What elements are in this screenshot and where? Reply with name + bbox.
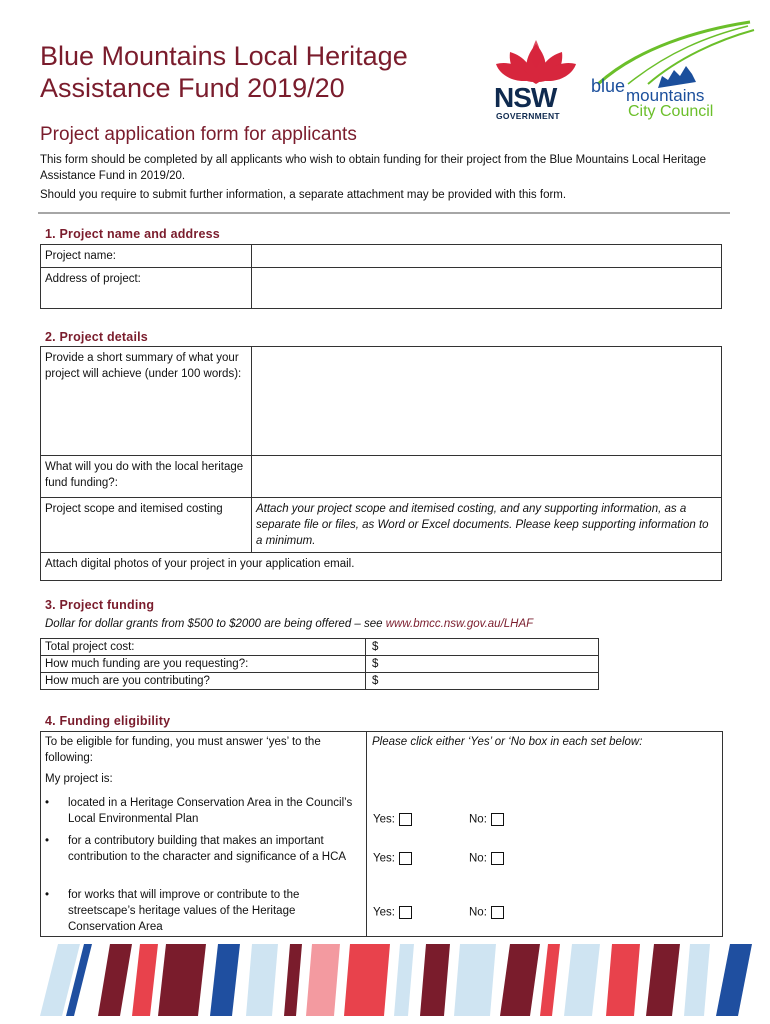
decorative-footer-stripes <box>40 944 752 1016</box>
address-field[interactable] <box>252 268 722 309</box>
no-label: No: <box>469 906 487 919</box>
requested-field[interactable] <box>366 656 599 673</box>
no-label: No: <box>469 852 487 865</box>
eligibility-divider <box>366 731 367 936</box>
page-subtitle: Project application form for applicants <box>40 124 357 145</box>
blue-mountains-logo-blue: blue <box>591 76 626 96</box>
no-checkbox-2[interactable] <box>491 852 504 865</box>
currency-symbol: $ <box>372 675 379 687</box>
my-project-label: My project is: <box>45 773 113 785</box>
no-label: No: <box>469 813 487 826</box>
yes-label: Yes: <box>373 852 395 865</box>
nsw-logo-text: NSW <box>494 82 557 113</box>
no-option-1[interactable] <box>469 813 504 826</box>
eligibility-instruction: Please click either ‘Yes’ or ‘No box in each set below: <box>372 736 643 748</box>
summary-field[interactable] <box>252 347 722 456</box>
contributing-field[interactable] <box>366 673 599 690</box>
project-name-label: Project name: <box>41 245 252 268</box>
currency-symbol: $ <box>372 641 379 653</box>
funding-note <box>45 618 533 630</box>
divider <box>38 212 730 214</box>
address-label: Address of project: <box>41 268 252 309</box>
project-name-field[interactable] <box>252 245 722 268</box>
no-checkbox-3[interactable] <box>491 906 504 919</box>
project-name-table <box>40 244 722 309</box>
blue-mountains-logo-city: City Council <box>628 103 714 120</box>
eligibility-item-3: for works that will improve or contribute to the streetscape’s heritage values of the Heritage Conservation Area <box>68 889 300 933</box>
title-line-2: Assistance Fund 2019/20 <box>40 73 345 103</box>
yes-label: Yes: <box>373 813 395 826</box>
bullet: • <box>45 797 50 809</box>
eligibility-item-2: for a contributory building that makes an important contribution to the character and significance of a HCA <box>68 835 347 863</box>
scope-note: Attach your project scope and itemised costing, and any supporting information, as a separate file or files, as Word or Excel documents. Please keep supporting information to a minimum. <box>252 498 722 553</box>
bullet: • <box>45 835 50 847</box>
contributing-label: How much are you contributing? <box>41 673 366 690</box>
summary-label: Provide a short summary of what your project will achieve (under 100 words): <box>41 347 252 456</box>
yes-label: Yes: <box>373 906 395 919</box>
section-2-heading: 2. Project details <box>45 330 148 344</box>
yes-checkbox-3[interactable] <box>399 906 412 919</box>
intro-text-2: Should you require to submit further information, a separate attachment may be provided with this form. <box>40 189 567 201</box>
eligibility-intro: To be eligible for funding, you must answer ‘yes’ to the following: <box>45 736 321 764</box>
requested-label: How much funding are you requesting?: <box>41 656 366 673</box>
total-cost-label: Total project cost: <box>41 639 366 656</box>
funding-table <box>40 638 599 690</box>
yes-checkbox-2[interactable] <box>399 852 412 865</box>
section-1-heading: 1. Project name and address <box>45 227 220 241</box>
funding-note-text: Dollar for dollar grants from $500 to $2000 are being offered – see <box>45 618 386 630</box>
nsw-government-text: GOVERNMENT <box>496 111 560 121</box>
no-option-2[interactable] <box>469 852 504 865</box>
yes-option-3[interactable] <box>373 906 412 919</box>
currency-symbol: $ <box>372 658 379 670</box>
waratah-icon <box>494 38 578 86</box>
funding-use-label: What will you do with the local heritage fund funding?: <box>41 456 252 498</box>
project-details-table <box>40 346 722 581</box>
section-3-heading: 3. Project funding <box>45 598 155 612</box>
intro-text: This form should be completed by all applicants who wish to obtain funding for their project from the Blue Mountains Local Heritage Assistance Fund in 2019/20. <box>40 154 707 182</box>
title-line-1: Blue Mountains Local Heritage <box>40 41 408 71</box>
no-option-3[interactable] <box>469 906 504 919</box>
lhaf-link[interactable]: www.bmcc.nsw.gov.au/LHAF <box>385 618 534 630</box>
funding-use-field[interactable] <box>252 456 722 498</box>
section-4-heading: 4. Funding eligibility <box>45 714 171 728</box>
eligibility-item-1: located in a Heritage Conservation Area in the Council’s Local Environmental Plan <box>68 797 353 825</box>
page-title <box>40 40 480 104</box>
photos-note: Attach digital photos of your project in your application email. <box>41 553 722 581</box>
yes-option-2[interactable] <box>373 852 412 865</box>
yes-option-1[interactable] <box>373 813 412 826</box>
yes-checkbox-1[interactable] <box>399 813 412 826</box>
bullet: • <box>45 889 50 901</box>
no-checkbox-1[interactable] <box>491 813 504 826</box>
total-cost-field[interactable] <box>366 639 599 656</box>
blue-mountains-logo-mountains: mountains <box>626 86 705 105</box>
scope-label: Project scope and itemised costing <box>41 498 252 553</box>
